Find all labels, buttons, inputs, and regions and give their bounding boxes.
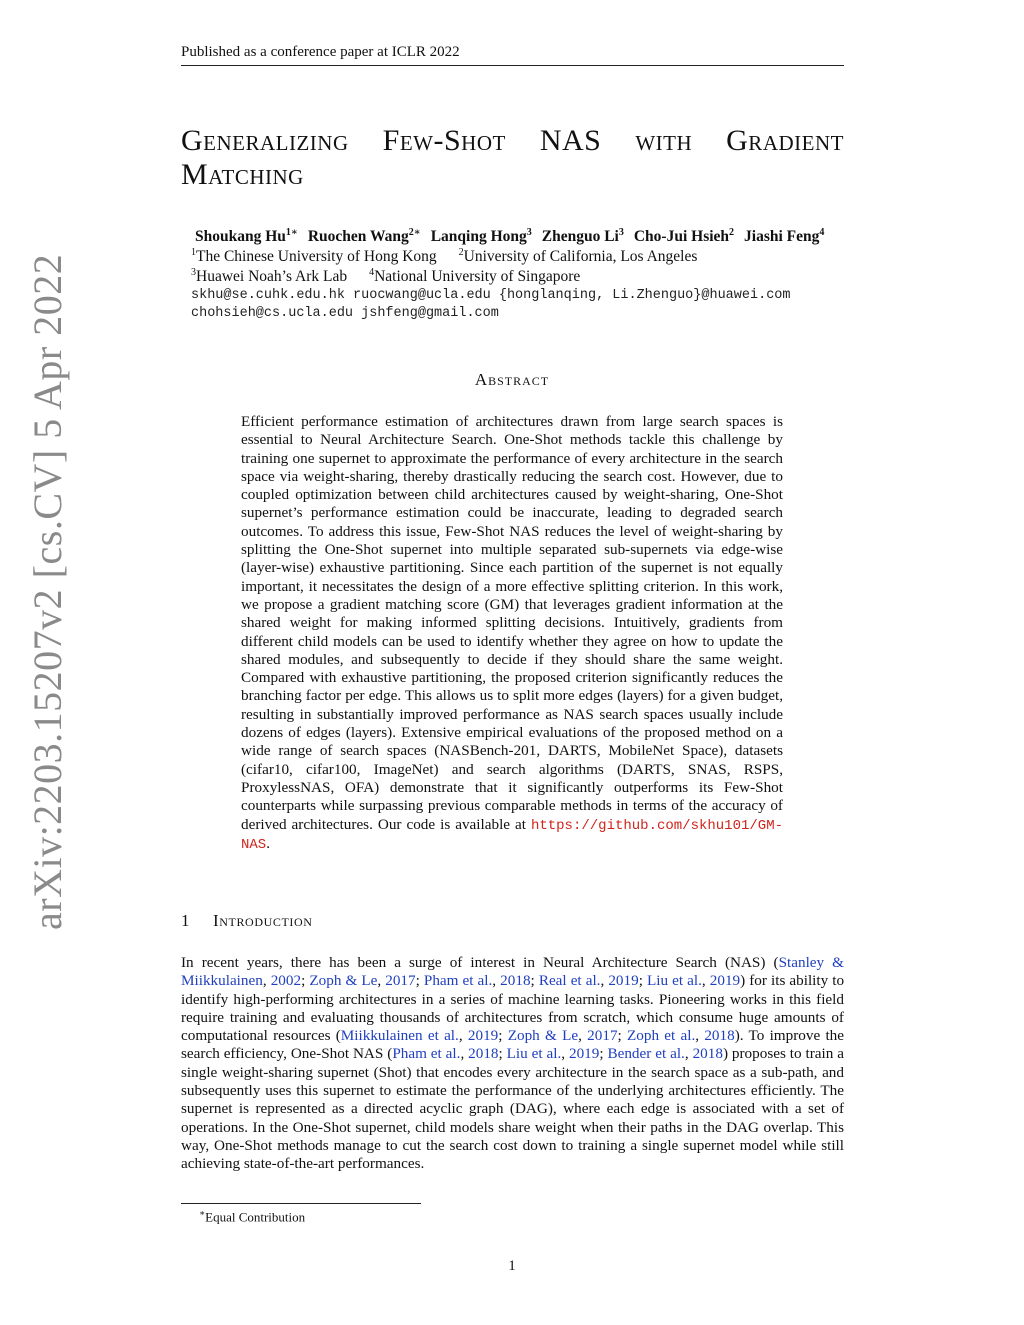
citation-link[interactable]: Stanley & Miikkulainen: [181, 954, 844, 990]
citation-link[interactable]: Liu et al.: [646, 972, 702, 990]
footnote: [199, 1208, 305, 1225]
title-word: Generalizing: [181, 124, 349, 157]
intro-text: ;: [617, 1027, 627, 1045]
citation-link[interactable]: 2018: [692, 1045, 723, 1063]
abstract-text: Efficient performance estimation of architectures drawn from large search spaces is essential to Neural Architecture Search. One-Shot methods tackle this challenge by training one supernet to approximate the performance of every architecture in the search space via weight-sharing, thereby drastically reducing the search cost. However, due to coupled optimization between child architectures caused by weight-sharing, One-Shot supernet’s performance estimation could be inaccurate, leading to degraded search outcomes. To address this issue, Few-Shot NAS reduces the level of weight-sharing by splitting the One-Shot supernet into multiple separated sub-supernets via edge-wise (layer-wise) exhaustive partitioning. Since each partition of the supernet is not equally important, it necessitates the design of a more effective splitting criterion. In this work, we propose a gradient matching score (GM) that leverages gradient information at the shared weight for making informed splitting decisions. Intuitively, gradients from different child models can be used to identify whether they agree on how to update the shared modules, and subsequently to decide if they should share the same weight. Compared with exhaustive partitioning, the proposed criterion significantly reduces the branching factor per edge. This allows us to split more edges (layers) for a given budget, resulting in substantially improved performance as NAS search spaces usually include dozens of edges (layers). Extensive empirical evaluations of the proposed method on a wide range of search spaces (NASBench-201, DARTS, MobileNet Space), datasets (cifar10, cifar100, ImageNet) and search algorithms (DARTS, SNAS, RSPS, ProxylessNAS, OFA) demonstrate that it significantly outperforms its Few-Shot counterparts while surpassing previous comparable methods in terms of the accuracy of derived architectures. Our code is available at: [241, 413, 783, 833]
intro-text: ,: [460, 1045, 469, 1063]
intro-text: In recent years, there has been a surge of interest in Neural Architecture Search (NAS) (: [181, 954, 779, 971]
introduction-paragraph: [181, 954, 844, 1174]
section-heading: [181, 911, 313, 931]
footnote-rule: [181, 1203, 421, 1204]
author: [195, 228, 298, 245]
arxiv-stamp: arXiv:2203.15207v2 [cs.CV] 5 Apr 2022: [25, 253, 70, 930]
author-mark: 1∗: [285, 227, 298, 238]
author-name: Lanqing Hong: [430, 228, 527, 246]
title-word: Gradient: [726, 124, 844, 157]
author-name: Zhenguo Li: [541, 228, 619, 246]
author-mark: 2∗: [408, 227, 421, 238]
footnote-text: Equal Contribution: [205, 1209, 306, 1225]
affiliation-line-2: [191, 267, 580, 286]
abstract-heading: Abstract: [474, 370, 550, 389]
citation-link[interactable]: Pham et al.: [392, 1045, 461, 1063]
citation-link[interactable]: 2017: [385, 972, 416, 990]
affiliation-mark: 4: [369, 267, 375, 278]
author-mark: 2: [729, 227, 735, 238]
citation-link[interactable]: 2019: [608, 972, 639, 990]
affiliation-1: The Chinese University of Hong Kong: [196, 248, 437, 266]
affiliation-mark: 3: [191, 267, 196, 278]
author-name: Cho-Jui Hsieh: [633, 228, 730, 246]
affiliation-3: Huawei Noah’s Ark Lab: [196, 268, 348, 286]
author-mark: 3: [526, 227, 532, 238]
running-header: Published as a conference paper at ICLR 2022: [181, 44, 460, 60]
author-name: Ruochen Wang: [307, 228, 409, 246]
intro-text: ;: [498, 1027, 508, 1045]
intro-text: ;: [498, 1045, 507, 1063]
footnote-mark: ∗: [199, 1208, 206, 1218]
code-link[interactable]: https://github.com/skhu101/GM-NAS: [241, 817, 783, 853]
affiliation-4: National University of Singapore: [374, 268, 581, 286]
affiliation-mark: 2: [458, 247, 464, 258]
intro-text: ) proposes to train a single weight-sharing supernet (Shot) that encodes every architecture in the search space as a sub-path, and subsequently uses this supernet to estimate the performance of the underlying architectures efficiently. The supernet is represented as a directed acyclic graph (DAG), where each edge is associated with a set of operations. In the One-Shot supernet, child models share weight when their paths in the DAG overlap. This way, One-Shot methods manage to cut the search cost down to training a single supernet model while still achieving state-of-the-art performances.: [181, 1045, 844, 1173]
abstract-end: .: [266, 834, 271, 852]
author-name: Jiashi Feng: [744, 228, 820, 246]
email-line-1: skhu@se.cuhk.edu.hk ruocwang@ucla.edu {honglanqing, Li.Zhenguo}@huawei.com: [191, 288, 791, 303]
citation-link[interactable]: Pham et al.: [423, 972, 493, 990]
affiliation-line-1: [191, 247, 697, 266]
header-rule: [181, 65, 844, 66]
intro-text: ;: [415, 972, 424, 990]
section-title: Introduction: [213, 911, 313, 930]
citation-link[interactable]: Zoph et al.: [627, 1027, 696, 1045]
intro-text: ,: [578, 1027, 588, 1045]
affiliation-2: University of California, Los Angeles: [463, 248, 698, 266]
intro-text: ,: [561, 1045, 569, 1063]
intro-text: ;: [530, 972, 539, 990]
intro-text: ,: [458, 1027, 468, 1045]
title-word: with: [635, 124, 693, 157]
author: [542, 228, 624, 245]
intro-text: ;: [599, 1045, 608, 1063]
title-word: Few-Shot: [382, 124, 506, 157]
title-line-2: Matching: [181, 158, 304, 191]
affiliation-mark: 1: [191, 247, 196, 258]
intro-text: ,: [377, 972, 386, 990]
intro-text: ,: [684, 1045, 693, 1063]
citation-link[interactable]: 2019: [568, 1045, 600, 1063]
intro-text: ,: [600, 972, 609, 990]
section-number: 1: [181, 911, 191, 930]
citation-link[interactable]: 2017: [587, 1027, 618, 1045]
citation-link[interactable]: 2019: [467, 1027, 499, 1045]
intro-text: ,: [492, 972, 501, 990]
citation-link[interactable]: 2018: [704, 1027, 735, 1045]
intro-text: ,: [695, 1027, 705, 1045]
citation-link[interactable]: 2018: [500, 972, 531, 990]
intro-text: ). To improve the search efficiency, One-Shot NAS (: [181, 1027, 844, 1063]
citation-link[interactable]: Zoph & Le: [309, 972, 378, 990]
author: [308, 228, 421, 245]
citation-link[interactable]: Bender et al.: [607, 1045, 685, 1063]
author-list: [195, 227, 834, 246]
author: [744, 228, 824, 245]
author: [634, 228, 734, 245]
intro-text: ,: [701, 972, 710, 990]
citation-link[interactable]: Real et al.: [538, 972, 601, 990]
author-mark: 4: [819, 227, 825, 238]
intro-text: ,: [262, 972, 271, 990]
title-line-1: [181, 124, 844, 158]
author-name: Shoukang Hu: [195, 228, 286, 246]
intro-text: ;: [301, 972, 310, 990]
intro-text: ) for its ability to identify high-performing architectures in a series of machine learning tasks. Pioneering works in this field require training and evaluating thousands of architectures from scratch, which consume huge amounts of computational resources (: [181, 972, 845, 1045]
citation-link[interactable]: Miikkulainen et al.: [340, 1027, 459, 1045]
email-line-2: chohsieh@cs.ucla.edu jshfeng@gmail.com: [191, 306, 499, 321]
citation-link[interactable]: Liu et al.: [506, 1045, 562, 1063]
citation-link[interactable]: 2002: [270, 972, 302, 990]
paper-title: [181, 124, 844, 192]
intro-text: ;: [638, 972, 647, 990]
author-mark: 3: [618, 227, 624, 238]
abstract-body: [241, 413, 783, 854]
citation-link[interactable]: 2019: [709, 972, 741, 990]
title-word: NAS: [539, 124, 602, 157]
citation-link[interactable]: 2018: [468, 1045, 499, 1063]
author: [431, 228, 532, 245]
page-number: 1: [508, 1258, 516, 1274]
citation-link[interactable]: Zoph & Le: [507, 1027, 579, 1045]
